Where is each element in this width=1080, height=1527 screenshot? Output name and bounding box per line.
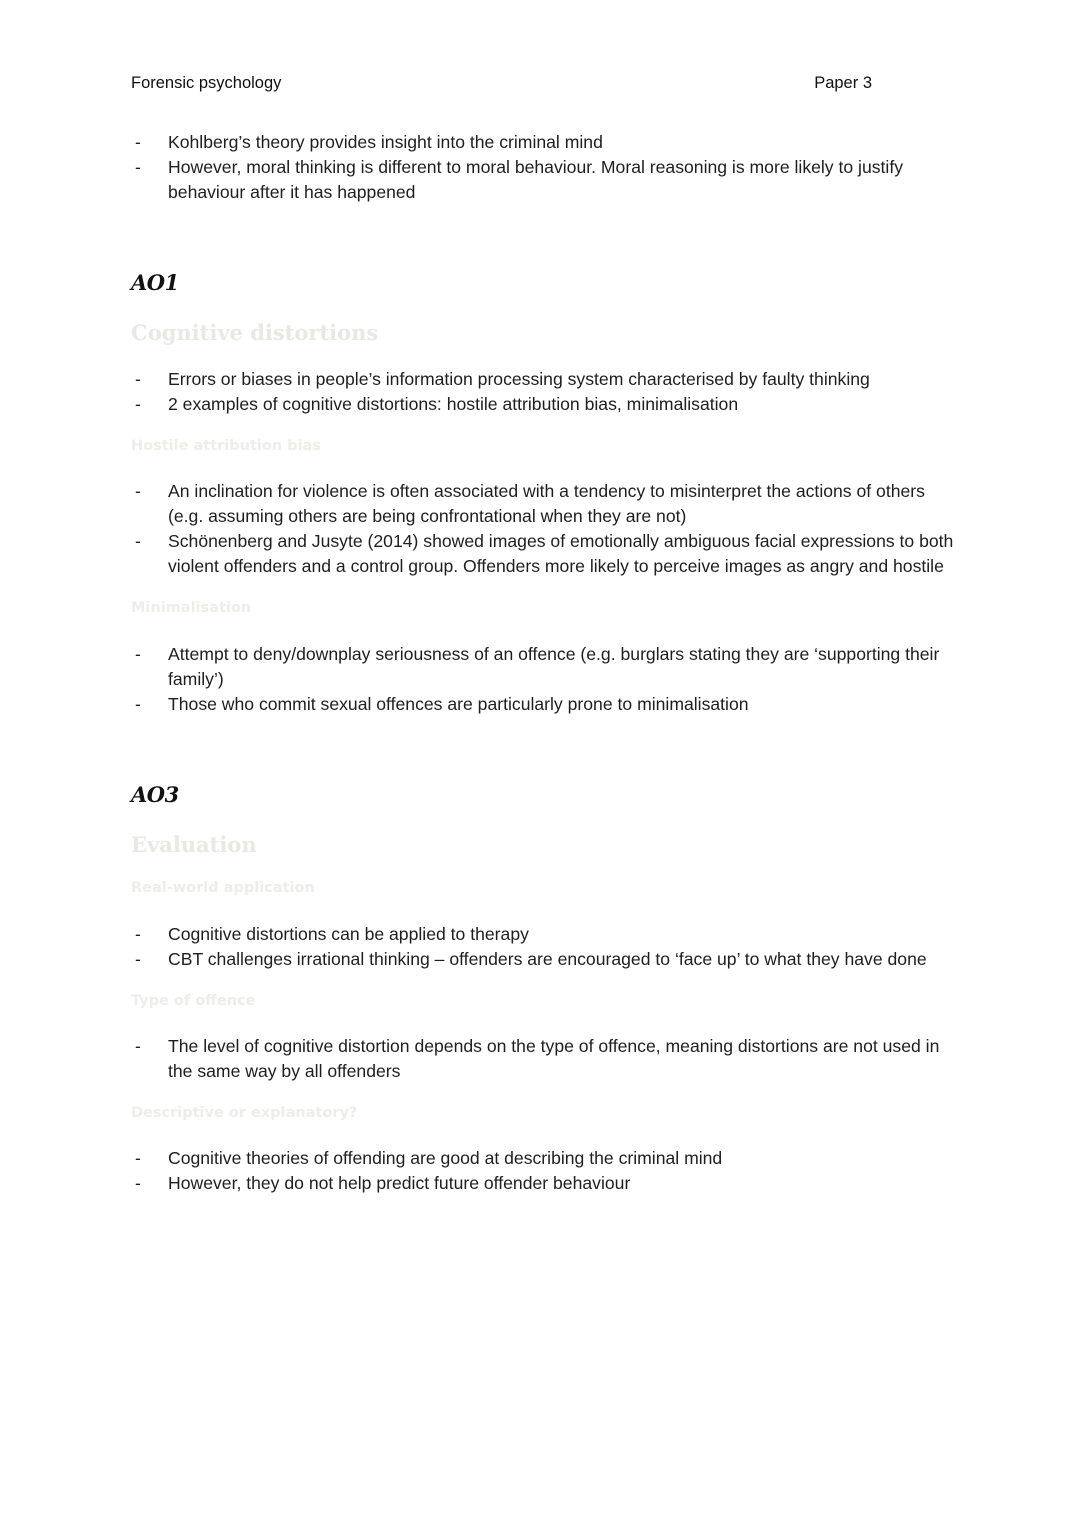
header-subject: Forensic psychology	[131, 74, 282, 92]
section-title-cognitive-distortions: Cognitive distortions	[131, 320, 379, 345]
list-item: - 2 examples of cognitive distortions: hostile attribution bias, minimalisation	[135, 394, 739, 414]
subheading-descriptive-or-explanatory: Descriptive or explanatory?	[131, 1105, 358, 1121]
list-item: - Those who commit sexual offences are particularly prone to minimalisation	[135, 694, 749, 714]
list-item: - Cognitive theories of offending are good at describing the criminal mind	[135, 1148, 723, 1168]
offence-bullet-list	[131, 1034, 961, 1084]
ao1-label: AO1	[131, 270, 179, 295]
list-item: - Cognitive distortions can be applied to therapy	[135, 924, 529, 944]
hostile-bias-bullet-list	[131, 479, 961, 579]
rwa-bullet-list	[131, 922, 961, 972]
list-item: - Attempt to deny/downplay seriousness of an offence (e.g. burglars stating they are ‘supporting their family’)	[135, 644, 940, 689]
header-paper: Paper 3	[814, 74, 872, 92]
list-item: - CBT challenges irrational thinking – offenders are encouraged to ‘face up’ to what they have done	[135, 949, 927, 969]
list-item: - However, they do not help predict future offender behaviour	[135, 1173, 631, 1193]
section-title-evaluation: Evaluation	[131, 832, 257, 857]
desc-bullet-list	[131, 1146, 961, 1196]
ao3-label: AO3	[131, 782, 179, 807]
subheading-type-of-offence: Type of offence	[131, 993, 256, 1009]
page-header	[131, 74, 872, 93]
subheading-minimalisation: Minimalisation	[131, 600, 252, 616]
list-item: - An inclination for violence is often associated with a tendency to misinterpret the actions of others (e.g. assuming others are being confrontational when they are not)	[135, 481, 925, 526]
list-item: - Errors or biases in people’s information processing system characterised by faulty thinking	[135, 369, 870, 389]
list-item: - Schönenberg and Jusyte (2014) showed images of emotionally ambiguous facial expressions to both violent offenders and a control group. Offenders more likely to perceive images as angry and hostile	[135, 531, 954, 576]
cognitive-distortions-bullet-list	[131, 367, 961, 417]
list-item: - The level of cognitive distortion depends on the type of offence, meaning distortions are not used in the same way by all offenders	[135, 1036, 940, 1081]
subheading-hostile-attribution-bias: Hostile attribution bias	[131, 438, 321, 454]
list-item: - Kohlberg’s theory provides insight into the criminal mind	[135, 132, 603, 152]
subheading-real-world-application: Real-world application	[131, 880, 315, 896]
list-item: - However, moral thinking is different to moral behaviour. Moral reasoning is more likely to justify behaviour after it has happened	[135, 157, 904, 202]
minimalisation-bullet-list	[131, 642, 961, 717]
intro-bullet-list	[131, 130, 961, 205]
